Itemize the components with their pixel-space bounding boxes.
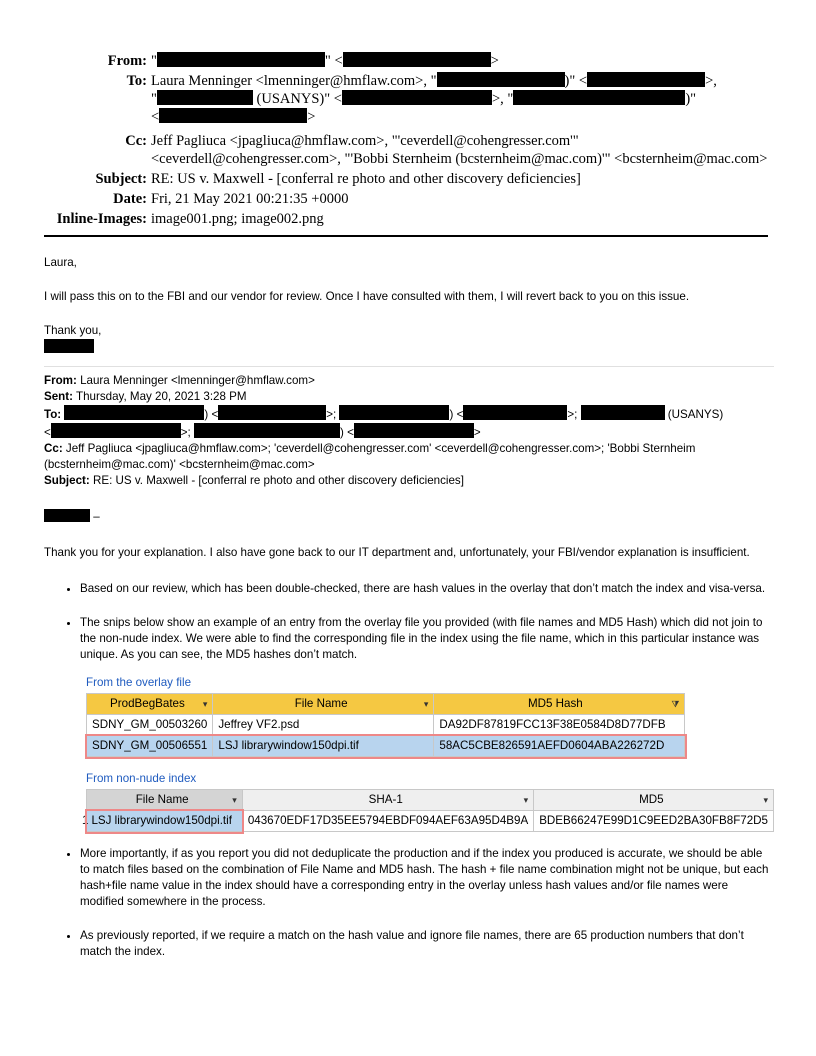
overlay-col-filename: File Name ▾ <box>213 694 434 715</box>
quoted-sent-value: Thursday, May 20, 2021 3:28 PM <box>76 390 247 403</box>
overlay-header-row <box>87 694 685 715</box>
overlay-snip <box>82 675 774 832</box>
to-text1: Laura Menninger <lmenninger@hmflaw.com>, " <box>151 73 437 89</box>
from-value: " " < > <box>151 53 499 69</box>
cc-line2: <ceverdell@cohengresser.com>, "'Bobbi Sternheim (bcsternheim@mac.com)'" <bcsternheim@mac.com> <box>151 151 768 167</box>
quoted-to-usanys: (USANYS) <box>667 408 724 421</box>
email-header <box>0 52 816 230</box>
index-header-row <box>87 790 774 811</box>
table-row-highlighted: SDNY_GM_00506551 LSJ librarywindow150dpi.tif 58AC5CBE826591AEFD0604ABA226272D <box>87 736 685 757</box>
dropdown-arrow-icon: ▾ <box>202 699 208 709</box>
index-col-filename: File Name ▾ <box>87 790 243 811</box>
to-text2: (USANYS)" < <box>256 91 342 107</box>
table-row: 1 LSJ librarywindow150dpi.tif 043670EDF17D35EE5794EBDF094AEF63A95D4B9A BDEB66247E99D1C9EED2BA30FB8F72D5 <box>87 811 774 832</box>
subject-value: RE: US v. Maxwell - [conferral re photo and other discovery deficiencies] <box>151 171 581 187</box>
quoted-to: To: ) < >; ) < >; (USANYS) < >; ) < > <box>44 405 774 441</box>
overlay-table <box>86 693 685 757</box>
redaction <box>463 405 567 420</box>
bullet-text: The snips below show an example of an entry from the overlay file you provided (with file names and MD5 Hash) which did not join to the non-nude index. We were able to find the corresponding file in the index using the file name, which in this particular instance was unique. As you can see, the MD5 hashes don’t match. <box>80 616 763 661</box>
quoted-subject <box>44 473 774 489</box>
redaction <box>218 405 326 420</box>
to-value: Laura Menninger <lmenninger@hmflaw.com>, " )" < >, " (USANYS)" < >, " )" < > <box>151 73 717 125</box>
redaction <box>354 423 474 438</box>
thanks: Thank you, <box>44 324 102 337</box>
greeting: Laura, <box>44 256 77 269</box>
bullet-item: • As previously reported, if we require a match on the hash value and ignore file names, there are 65 production numbers that don’t match the index. <box>80 928 774 960</box>
redaction <box>342 90 492 105</box>
quoted-cc <box>44 441 774 473</box>
filter-icon: ⧩ <box>671 699 680 709</box>
quoted-sent-label: Sent: <box>44 390 73 403</box>
redaction <box>343 52 491 67</box>
header-divider <box>44 235 768 237</box>
subject-label: Subject: <box>95 171 147 187</box>
quoted-cc-value: Jeff Pagliuca <jpagliuca@hmflaw.com>; 'ceverdell@cohengresser.com' <ceverdell@cohengresser.com>; 'Bobbi Sternheim (bcsternheim@mac.com)' <bcsternheim@mac.com> <box>44 442 696 471</box>
bullet-list <box>44 581 774 960</box>
redaction <box>159 108 307 123</box>
overlay-col-md5: MD5 Hash ⧩ <box>434 694 685 715</box>
redaction <box>51 423 181 438</box>
overlay-col-prodbegbates: ProdBegBates ▾ <box>87 694 213 715</box>
quoted-from-label: From: <box>44 374 77 387</box>
redaction <box>513 90 685 105</box>
signature-redaction <box>44 339 94 353</box>
bullet-item: • Based on our review, which has been double-checked, there are hash values in the overlay that don’t match the index and visa-versa. <box>80 581 774 597</box>
redaction <box>157 90 253 105</box>
to-label: To: <box>126 73 147 89</box>
index-caption: From non-nude index <box>86 772 197 785</box>
redaction <box>581 405 665 420</box>
dropdown-arrow-icon: ▾ <box>423 699 429 709</box>
index-col-md5: MD5 ▾ <box>534 790 774 811</box>
quoted-subject-value: RE: US v. Maxwell - [conferral re photo and other discovery deficiencies] <box>92 474 464 487</box>
redaction <box>587 72 705 87</box>
cc-line1: Jeff Pagliuca <jpagliuca@hmflaw.com>, "'ceverdell@cohengresser.com'" <box>151 133 579 149</box>
header-from-row <box>0 52 816 70</box>
quoted-sent <box>44 389 774 405</box>
cc-value <box>151 132 771 168</box>
header-date-row <box>0 190 816 208</box>
dropdown-arrow-icon: ▾ <box>232 795 237 805</box>
header-cc-row <box>0 132 816 168</box>
redaction <box>64 405 204 420</box>
salutation-dash: – <box>93 510 100 523</box>
reply-paragraph: I will pass this on to the FBI and our vendor for review. Once I have consulted with them, I will revert back to you on this issue. <box>44 290 690 303</box>
date-label: Date: <box>113 191 147 207</box>
quoted-cc-label: Cc: <box>44 442 63 455</box>
quoted-paragraph: Thank you for your explanation. I also have gone back to our IT department and, unfortunately, your FBI/vendor explanation is insufficient. <box>44 546 750 559</box>
date-value: Fri, 21 May 2021 00:21:35 +0000 <box>151 191 349 207</box>
header-inline-images-row <box>0 210 816 228</box>
row-number: 1 <box>82 814 89 827</box>
bullet-item <box>80 615 774 832</box>
quoted-to-label: To: <box>44 408 62 421</box>
quoted-from <box>44 373 774 389</box>
email-body <box>44 255 774 978</box>
dropdown-arrow-icon: ▾ <box>763 795 768 805</box>
redaction <box>339 405 449 420</box>
from-label: From: <box>107 53 147 69</box>
redaction <box>157 52 325 67</box>
header-subject-row <box>0 170 816 188</box>
redaction <box>44 509 90 522</box>
quoted-subject-label: Subject: <box>44 474 90 487</box>
quoted-salutation <box>44 509 774 525</box>
cc-label: Cc: <box>125 133 147 149</box>
bullet-item: • More importantly, if as you report you did not deduplicate the production and if the index you produced is accurate, we should be able to match files based on the combination of File Name and MD5 hash. The hash + file name combination might not be unique, but each hash+file name value in the index should have a corresponding entry in the overlay unless hash values and/or file names were modified somewhere in the process. <box>80 846 774 910</box>
inline-images-value: image001.png; image002.png <box>151 211 324 227</box>
quote-divider <box>44 366 774 367</box>
dropdown-arrow-icon: ▾ <box>523 795 529 805</box>
table-row: SDNY_GM_00503260 Jeffrey VF2.psd DA92DF87819FCC13F38E0584D8D77DFB <box>87 715 685 736</box>
index-col-sha1: SHA-1 ▾ <box>242 790 533 811</box>
index-table <box>82 789 774 832</box>
redaction <box>437 72 565 87</box>
overlay-caption: From the overlay file <box>86 676 192 689</box>
header-to-row <box>0 72 816 126</box>
quoted-from-value: Laura Menninger <lmenninger@hmflaw.com> <box>80 374 315 387</box>
redaction <box>194 423 340 438</box>
inline-images-label: Inline-Images: <box>56 211 147 227</box>
